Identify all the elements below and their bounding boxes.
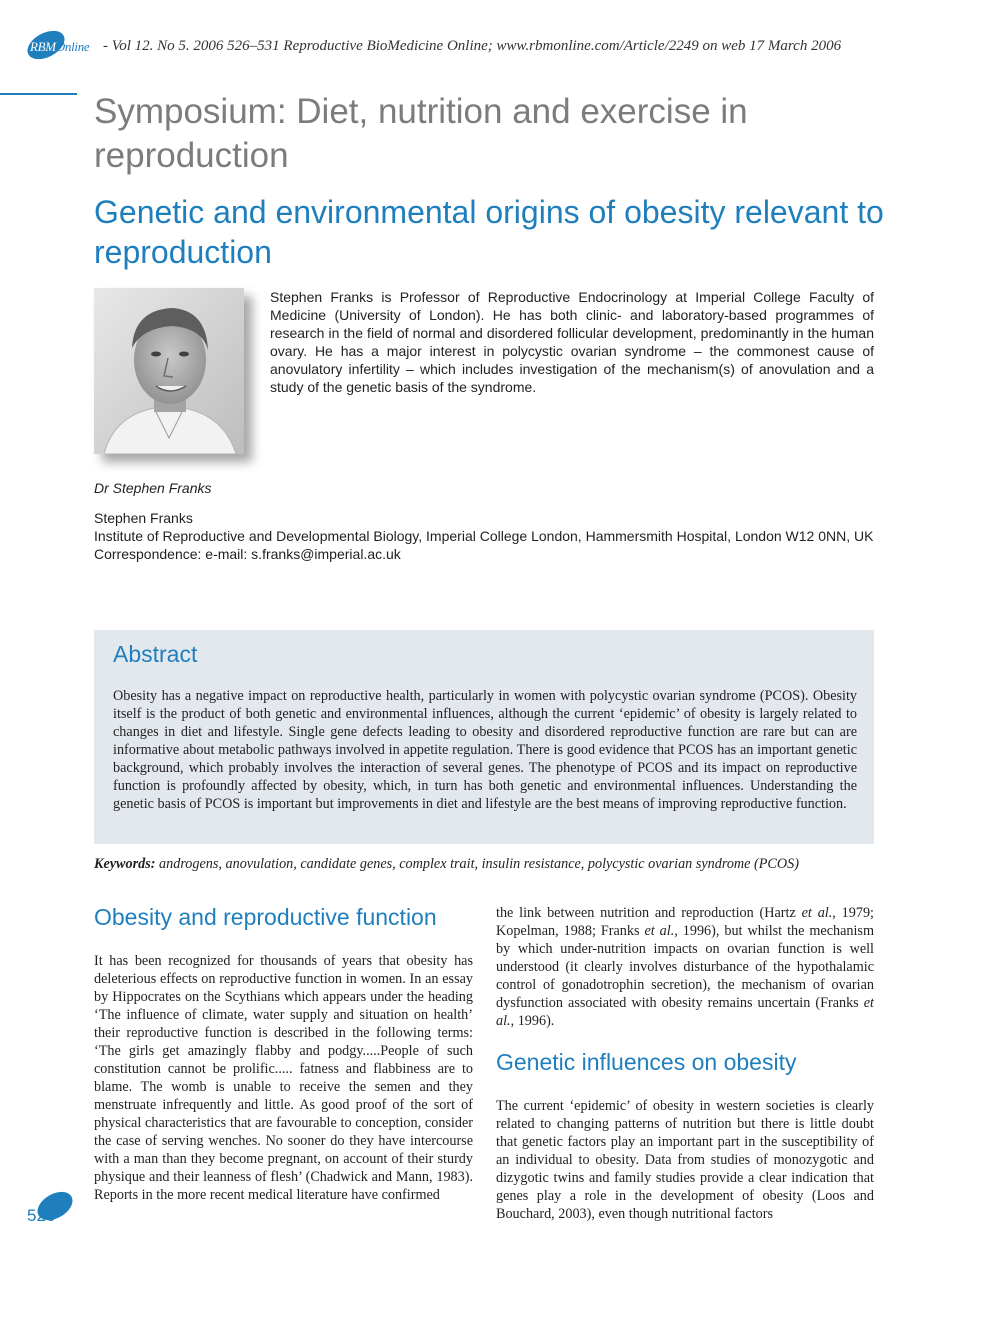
page-number: 526 xyxy=(27,1206,56,1225)
author-bio: Stephen Franks is Professor of Reproductive Endocrinology at Imperial College Faculty of Medicine (University of London). He has both clinic- and laboratory-based programmes of research in the field of normal and disordered follicular development, predominantly in the human ovary. He has a major interest in polycystic ovarian syndrome – the commonest cause of anovulatory infertility – which includes investigation of the mechanism(s) of anovulation and a study of the genetic basis of the syndrome. xyxy=(270,289,874,395)
author-affiliation xyxy=(94,509,884,563)
author-photo xyxy=(94,288,244,454)
header-citation: - Vol 12. No 5. 2006 526–531 Reproductive BioMedicine Online; www.rbmonline.com/Article/2249 on web 17 March 2006 xyxy=(103,38,842,54)
section-heading-genetic: Genetic influences on obesity xyxy=(496,1049,797,1075)
section-text-obesity: It has been recognized for thousands of years that obesity has deleterious effects on reproductive function in women. In an essay by Hippocrates on the Scythians which appears under the heading ‘The influence of climate, water supply and situation on health’ their reproductive function is described in the following terms: ‘The girls get amazingly flabby and podgy.....People of such constitution cannot be prolific..... fatness and flabbiness are to blame. The womb is unable to receive the semen and they menstruate infrequently and little. As good proof of the sort of physical characteristics that are favourable to conception, consider the case of serving wenches. No sooner do they have intercourse with a man than they become pregnant, on account of their sturdy physique and their leanness of flesh’ (Chadwick and Mann, 1983). Reports in the more recent medical literature have confirmed xyxy=(94,953,473,1203)
author-institution: Institute of Reproductive and Developmental Biology, Imperial College London, Hammersmith Hospital, London W12 0NN, UK xyxy=(94,528,874,544)
keywords xyxy=(94,856,894,873)
header-rule xyxy=(0,93,77,95)
abstract-text: Obesity has a negative impact on reproductive health, particularly in women with polycystic ovarian syndrome (PCOS). Obesity itself is the product of both genetic and environmental influences, although the current ‘epidemic’ of obesity is largely related to changes in diet and lifestyle. Single gene defects leading to obesity and disordered reproductive function are rare but can are informative about metabolic pathways involved in appetite regulation. There is good evidence that PCOS has an important genetic background, which probably involves the interaction of several genes. The phenotype of PCOS and its impact on reproductive function is profoundly affected by obesity, which, in turn has both genetic and environmental influences. Understanding the genetic basis of PCOS is important but improvements in diet and lifestyle are the best means of improving reproductive function. xyxy=(113,688,857,812)
section-text-obesity-continued: the link between nutrition and reproduction (Hartz et al., 1979; Kopelman, 1988; Franks et al., 1996), but whilst the mechanism by which under-nutrition impacts on ovarian function is well understood (it clearly involves disturbance of the hypothalamic control of gonadotrophin secretion), the mechanism of ovarian dysfunction associated with obesity remains uncertain (Franks et al., 1996). xyxy=(496,905,874,1029)
author-correspondence: Correspondence: e-mail: s.franks@imperial.ac.uk xyxy=(94,546,401,562)
section-heading-obesity: Obesity and reproductive function xyxy=(94,904,437,930)
photo-caption: Dr Stephen Franks xyxy=(94,480,212,496)
keywords-label: Keywords: xyxy=(94,856,156,872)
abstract-heading: Abstract xyxy=(113,641,198,667)
section-title: Symposium: Diet, nutrition and exercise in reproduction xyxy=(94,92,748,175)
author-name: Stephen Franks xyxy=(94,510,193,526)
journal-logo: RBMOnline xyxy=(30,39,90,54)
keywords-list: androgens, anovulation, candidate genes, complex trait, insulin resistance, polycystic ovarian syndrome (PCOS) xyxy=(159,856,799,872)
section-text-genetic: The current ‘epidemic’ of obesity in western societies is clearly related to changing patterns of nutrition but there is little doubt that genetic factors play an important part in the susceptibility of an individual to obesity. Data from studies of monozygotic and dizygotic twins and family studies provide a clear indication that genes play a role in the development of obesity (Loos and Bouchard, 2003), even though nutritional factors xyxy=(496,1098,874,1222)
article-title: Genetic and environmental origins of obesity relevant to reproduction xyxy=(94,194,884,270)
author-portrait-drawing xyxy=(94,288,244,454)
